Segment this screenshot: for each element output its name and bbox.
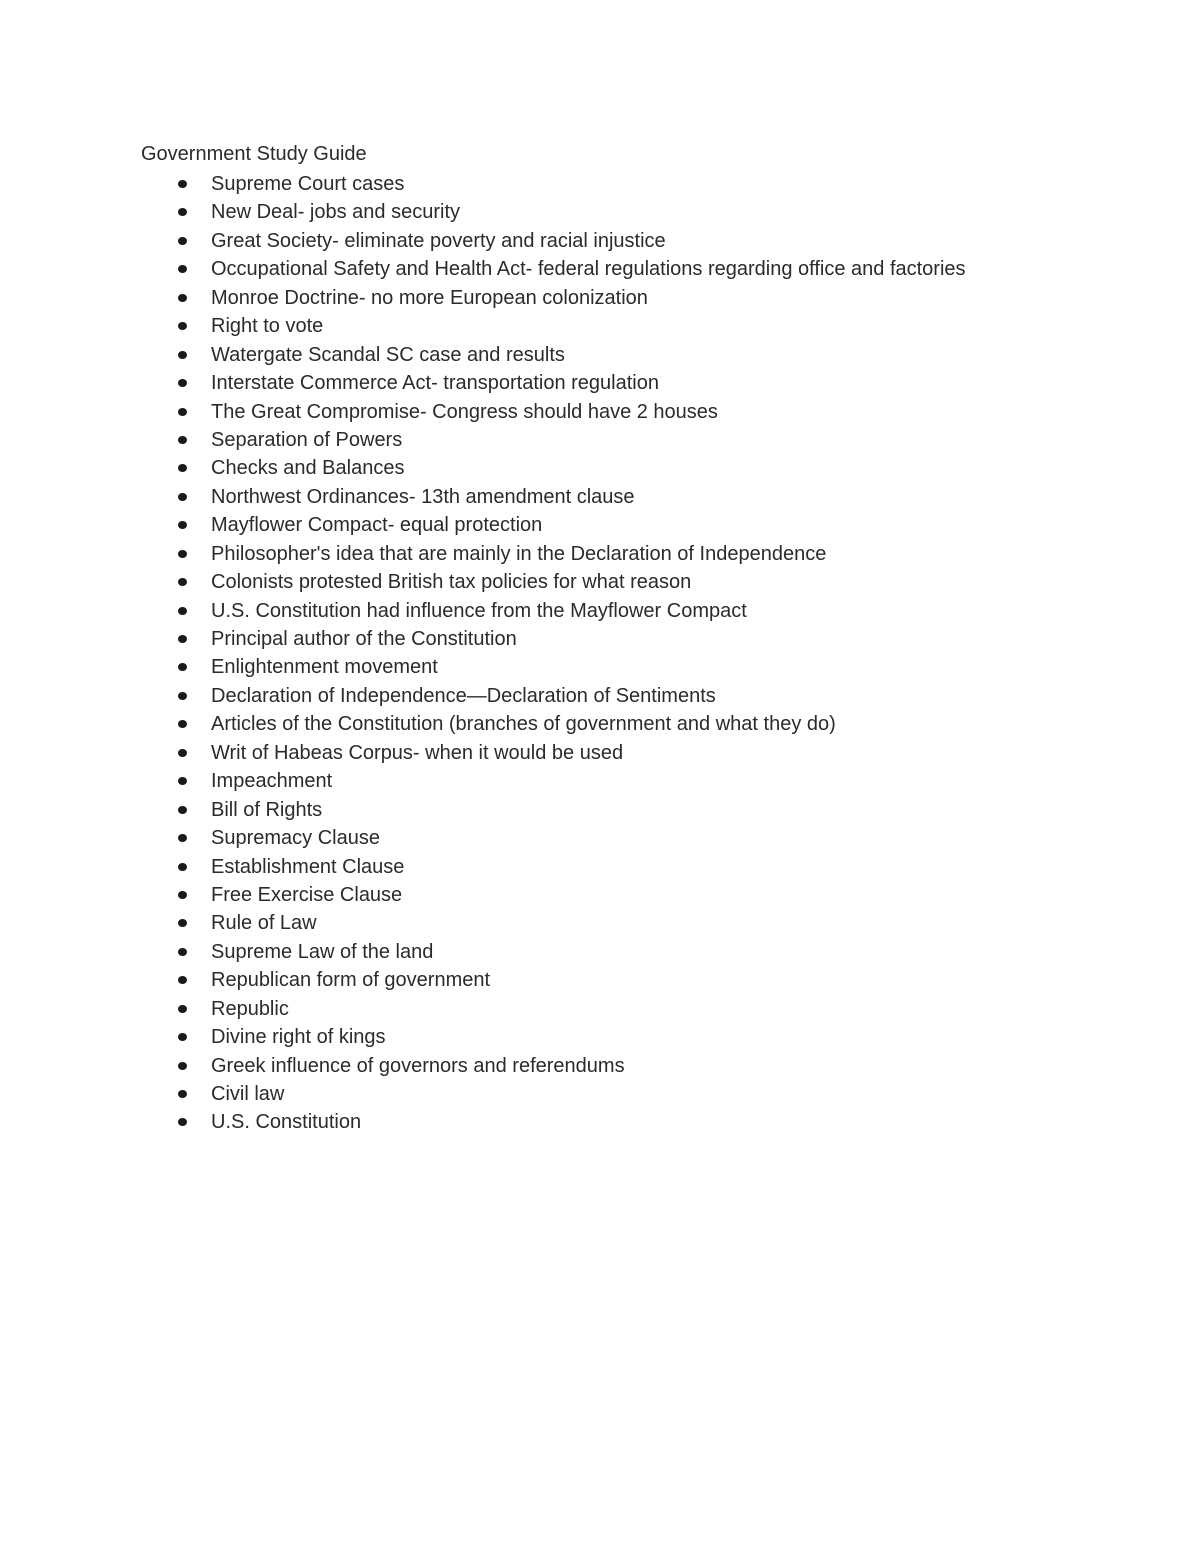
- bullet-icon: [178, 294, 187, 302]
- bullet-icon: [178, 351, 187, 359]
- list-item-text: Enlightenment movement: [211, 656, 438, 679]
- list-item-text: Divine right of kings: [211, 1026, 386, 1049]
- list-item-text: Writ of Habeas Corpus- when it would be used: [211, 741, 624, 764]
- list-item-text: Impeachment: [211, 770, 333, 793]
- list-item-text: New Deal- jobs and security: [211, 201, 460, 224]
- bullet-icon: [178, 1062, 187, 1070]
- bullet-icon: [178, 408, 187, 416]
- bullet-icon: [178, 749, 187, 757]
- bullet-icon: [178, 720, 187, 728]
- bullet-icon: [178, 919, 187, 927]
- bullet-icon: [178, 863, 187, 871]
- list-item-text: Civil law: [211, 1083, 285, 1105]
- bullet-icon: [178, 1005, 187, 1013]
- list-item-text: Philosopher's idea that are mainly in the Declaration of Independence: [211, 542, 827, 565]
- list-item-text: Checks and Balances: [211, 457, 405, 480]
- bullet-icon: [178, 237, 187, 245]
- list-item-text: Principal author of the Constitution: [211, 628, 517, 650]
- bullet-icon: [178, 208, 187, 216]
- bullet-icon: [178, 1118, 187, 1126]
- list-item-text: Supreme Law of the land: [211, 940, 434, 963]
- bullet-icon: [178, 379, 187, 387]
- bullet-icon: [178, 464, 187, 472]
- list-item-text: Republican form of government: [211, 969, 491, 992]
- bullet-icon: [178, 436, 187, 444]
- list-item-text: Declaration of Independence—Declaration of Sentiments: [211, 684, 716, 707]
- list-item-text: Colonists protested British tax policies for what reason: [211, 571, 692, 594]
- bullet-icon: [178, 265, 187, 273]
- bullet-icon: [178, 948, 187, 956]
- list-item-text: Articles of the Constitution (branches of government and what they do): [211, 713, 836, 736]
- bullet-icon: [178, 806, 187, 814]
- list-item-text: Supremacy Clause: [211, 827, 380, 850]
- list-item-text: Greek influence of governors and referendums: [211, 1054, 625, 1077]
- list-item-text: Watergate Scandal SC case and results: [211, 343, 565, 366]
- bullet-icon: [178, 493, 187, 501]
- bullet-icon: [178, 578, 187, 586]
- bullet-icon: [178, 891, 187, 899]
- list-item-text: U.S. Constitution had influence from the Mayflower Compact: [211, 599, 747, 622]
- bullet-icon: [178, 322, 187, 330]
- document-title: Government Study Guide: [141, 143, 367, 165]
- bullet-icon: [178, 692, 187, 700]
- list-item-text: Separation of Powers: [211, 428, 403, 451]
- list-item-text: Rule of Law: [211, 912, 317, 935]
- list-item-text: Occupational Safety and Health Act- federal regulations regarding office and factories: [211, 258, 966, 281]
- bullet-icon: [178, 1090, 187, 1098]
- list-item-text: Establishment Clause: [211, 855, 405, 878]
- bullet-icon: [178, 1033, 187, 1041]
- list-item-text: The Great Compromise- Congress should have 2 houses: [211, 400, 718, 423]
- list-item-text: Mayflower Compact- equal protection: [211, 514, 543, 537]
- list-item-text: Bill of Rights: [211, 798, 323, 821]
- list-item-text: Great Society- eliminate poverty and racial injustice: [211, 229, 666, 252]
- bullet-icon: [178, 777, 187, 785]
- bullet-icon: [178, 607, 187, 615]
- bullet-icon: [178, 550, 187, 558]
- bullet-icon: [178, 976, 187, 984]
- bullet-icon: [178, 834, 187, 842]
- list-item-text: Supreme Court cases: [211, 173, 405, 195]
- list-item-text: Right to vote: [211, 315, 324, 338]
- bullet-icon: [178, 180, 187, 188]
- list-item-text: Interstate Commerce Act- transportation regulation: [211, 372, 659, 395]
- bullet-icon: [178, 663, 187, 671]
- list-item-text: U.S. Constitution: [211, 1111, 362, 1134]
- list-item-text: Republic: [211, 997, 289, 1020]
- list-item-text: Monroe Doctrine- no more European colonization: [211, 286, 648, 309]
- bullet-icon: [178, 521, 187, 529]
- list-item-text: Northwest Ordinances- 13th amendment clause: [211, 485, 635, 508]
- list-item-text: Free Exercise Clause: [211, 883, 403, 906]
- bullet-icon: [178, 635, 187, 643]
